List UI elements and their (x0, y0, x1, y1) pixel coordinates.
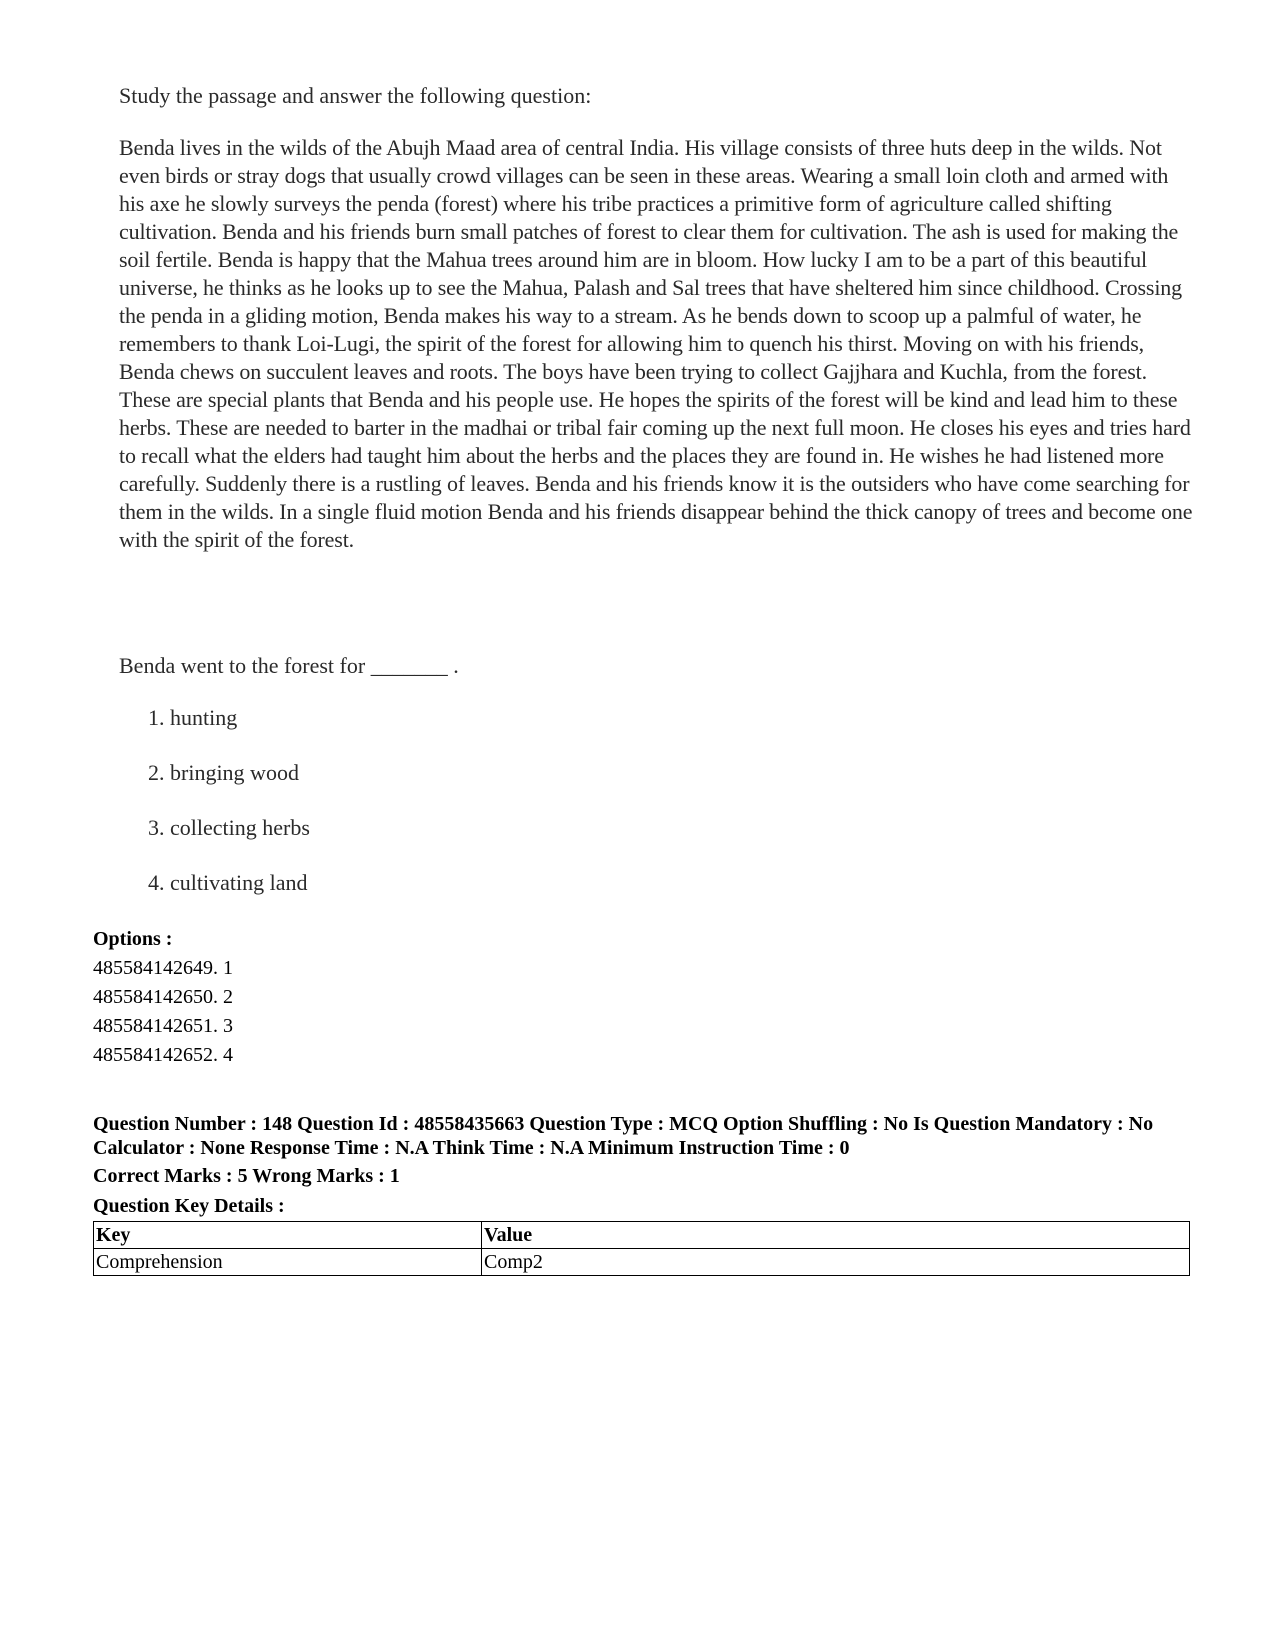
cell-value: Comp2 (482, 1249, 1190, 1276)
marks-info: Correct Marks : 5 Wrong Marks : 1 (93, 1165, 400, 1187)
instruction-text: Study the passage and answer the following question: (119, 83, 592, 108)
key-details-title: Question Key Details : (93, 1195, 285, 1217)
table-row (94, 1249, 1190, 1276)
choice-4: 4. cultivating land (148, 870, 308, 895)
option-id-2: 485584142650. 2 (93, 986, 233, 1008)
question-metadata: Question Number : 148 Question Id : 48558435663 Question Type : MCQ Option Shuffling : No Is Question Mandatory : No Calculator : None Response Time : N.A Think Time : N.A Minimum Instruction Time : 0 (93, 1113, 1154, 1159)
option-id-1: 485584142649. 1 (93, 957, 233, 979)
question-text: Benda went to the forest for _______ . (119, 653, 459, 678)
option-id-4: 485584142652. 4 (93, 1044, 233, 1066)
option-id-3: 485584142651. 3 (93, 1015, 233, 1037)
choice-1: 1. hunting (148, 705, 238, 730)
options-list (93, 925, 233, 1070)
cell-key: Comprehension (94, 1249, 482, 1276)
key-details-table (93, 1221, 1190, 1276)
header-value: Value (482, 1222, 1190, 1249)
options-title: Options : (93, 928, 173, 950)
choice-3: 3. collecting herbs (148, 815, 310, 840)
comprehension-passage: Benda lives in the wilds of the Abujh Maad area of central India. His village consists of three huts deep in the wilds. Not even birds or stray dogs that usually crowd villages can be seen in these areas. Wearing a small loin cloth and armed with his axe he slowly surveys the penda (forest) where his tribe practices a primitive form of agriculture called shifting cultivation. Benda and his friends burn small patches of forest to clear them for cultivation. The ash is used for making the soil fertile. Benda is happy that the Mahua trees around him are in bloom. How lucky I am to be a part of this beautiful universe, he thinks as he looks up to see the Mahua, Palash and Sal trees that have sheltered him since childhood. Crossing the penda in a gliding motion, Benda makes his way to a stream. As he bends down to scoop up a palmful of water, he remembers to thank Loi-Lugi, the spirit of the forest for allowing him to quench his thirst. Moving on with his friends, Benda chews on succulent leaves and roots. The boys have been trying to collect Gajjhara and Kuchla, from the forest. These are special plants that Benda and his people use. He hopes the spirits of the forest will be kind and lead him to these herbs. These are needed to barter in the madhai or tribal fair coming up the next full moon. He closes his eyes and tries hard to recall what the elders had taught him about the herbs and the places they are found in. He wishes he had listened more carefully. Suddenly there is a rustling of leaves. Benda and his friends know it is the outsiders who have come searching for them in the wilds. In a single fluid motion Benda and his friends disappear behind the thick canopy of trees and become one with the spirit of the forest. (119, 135, 1193, 552)
header-key: Key (94, 1222, 482, 1249)
table-header-row (94, 1222, 1190, 1249)
answer-choices (148, 704, 310, 924)
choice-2: 2. bringing wood (148, 760, 299, 785)
